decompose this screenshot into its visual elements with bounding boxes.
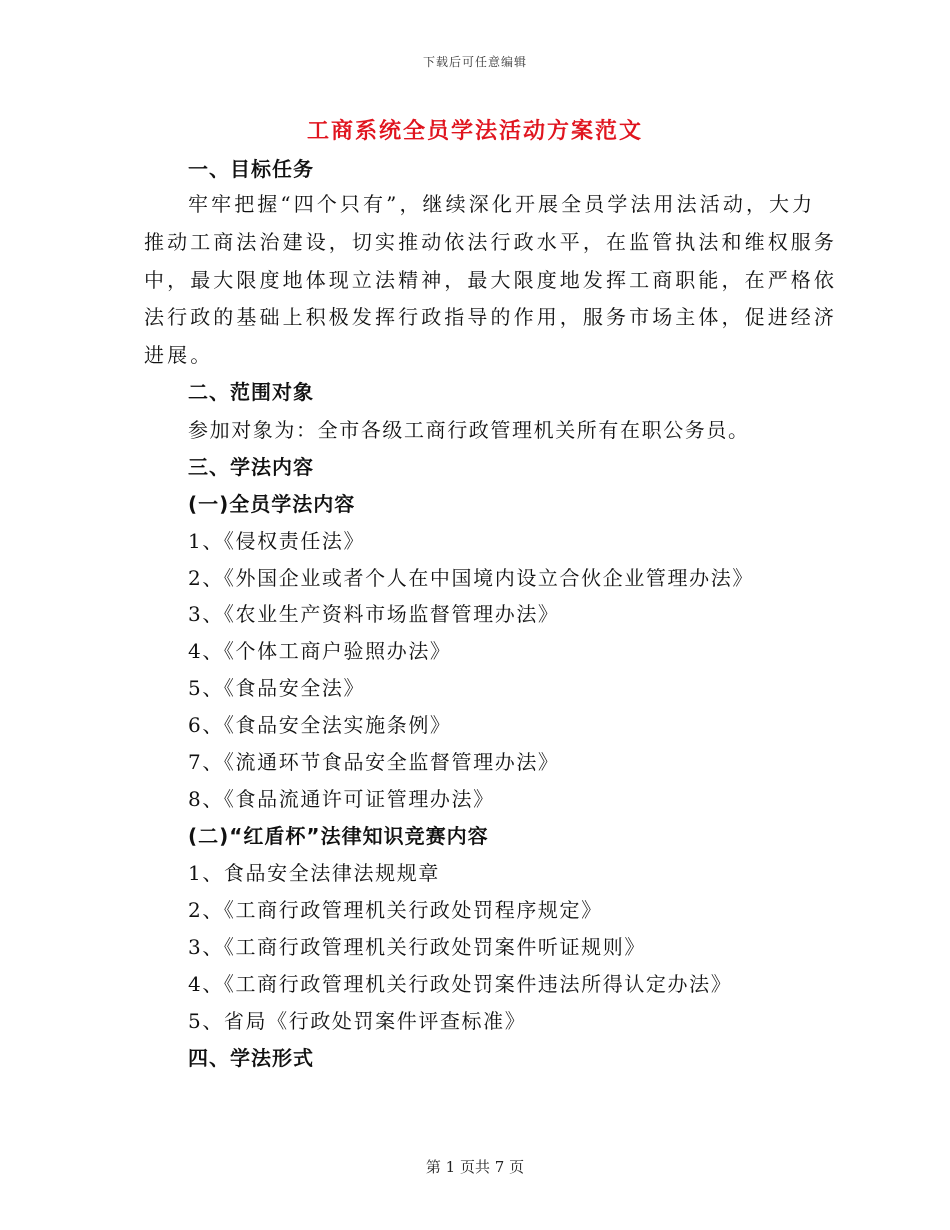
paragraph-line: 牢牢把握“四个只有”，继续深化开展全员学法用法活动，大力 <box>188 192 816 216</box>
paragraph-line: 推动工商法治建设，切实推动依法行政水平，在监管执法和维权服务 <box>144 230 837 254</box>
subsection-heading-all-staff: (一)全员学法内容 <box>188 492 356 516</box>
law-list-item: 1、《侵权责任法》 <box>188 529 366 553</box>
paragraph-line: 进展。 <box>144 343 214 367</box>
document-title: 工商系统全员学法活动方案范文 <box>306 119 643 144</box>
scope-text: 参加对象为：全市各级工商行政管理机关所有在职公务员。 <box>188 418 750 442</box>
law-list-item: 5、《食品安全法》 <box>188 676 366 700</box>
header-note: 下载后可任意编辑 <box>422 55 527 69</box>
competition-list-item: 2、《工商行政管理机关行政处罚程序规定》 <box>188 898 603 922</box>
law-list-item: 4、《个体工商户验照办法》 <box>188 639 452 663</box>
law-list-item: 6、《食品安全法实施条例》 <box>188 713 452 737</box>
competition-list-item: 5、省局《行政处罚案件评查标准》 <box>188 1009 527 1033</box>
law-list-item: 8、《食品流通许可证管理办法》 <box>188 787 495 811</box>
paragraph-line: 法行政的基础上积极发挥行政指导的作用，服务市场主体，促进经济 <box>144 305 837 329</box>
section-heading-content: 三、学法内容 <box>188 455 314 479</box>
subsection-heading-competition: (二)“红盾杯”法律知识竞赛内容 <box>188 824 489 848</box>
competition-list-item: 4、《工商行政管理机关行政处罚案件违法所得认定办法》 <box>188 972 733 996</box>
section-heading-scope: 二、范围对象 <box>188 380 314 404</box>
law-list-item: 2、《外国企业或者个人在中国境内设立合伙企业管理办法》 <box>188 566 754 590</box>
law-list-item: 7、《流通环节食品安全监督管理办法》 <box>188 750 560 774</box>
paragraph-line: 中，最大限度地体现立法精神，最大限度地发挥工商职能，在严格依 <box>144 268 837 292</box>
competition-list-item: 3、《工商行政管理机关行政处罚案件听证规则》 <box>188 935 646 959</box>
law-list-item: 3、《农业生产资料市场监督管理办法》 <box>188 602 560 626</box>
page-footer: 第 1 页共 7 页 <box>425 1158 525 1176</box>
section-heading-goals: 一、目标任务 <box>188 157 314 181</box>
section-heading-form: 四、学法形式 <box>188 1046 314 1070</box>
competition-list-item: 1、食品安全法律法规规章 <box>188 861 440 885</box>
